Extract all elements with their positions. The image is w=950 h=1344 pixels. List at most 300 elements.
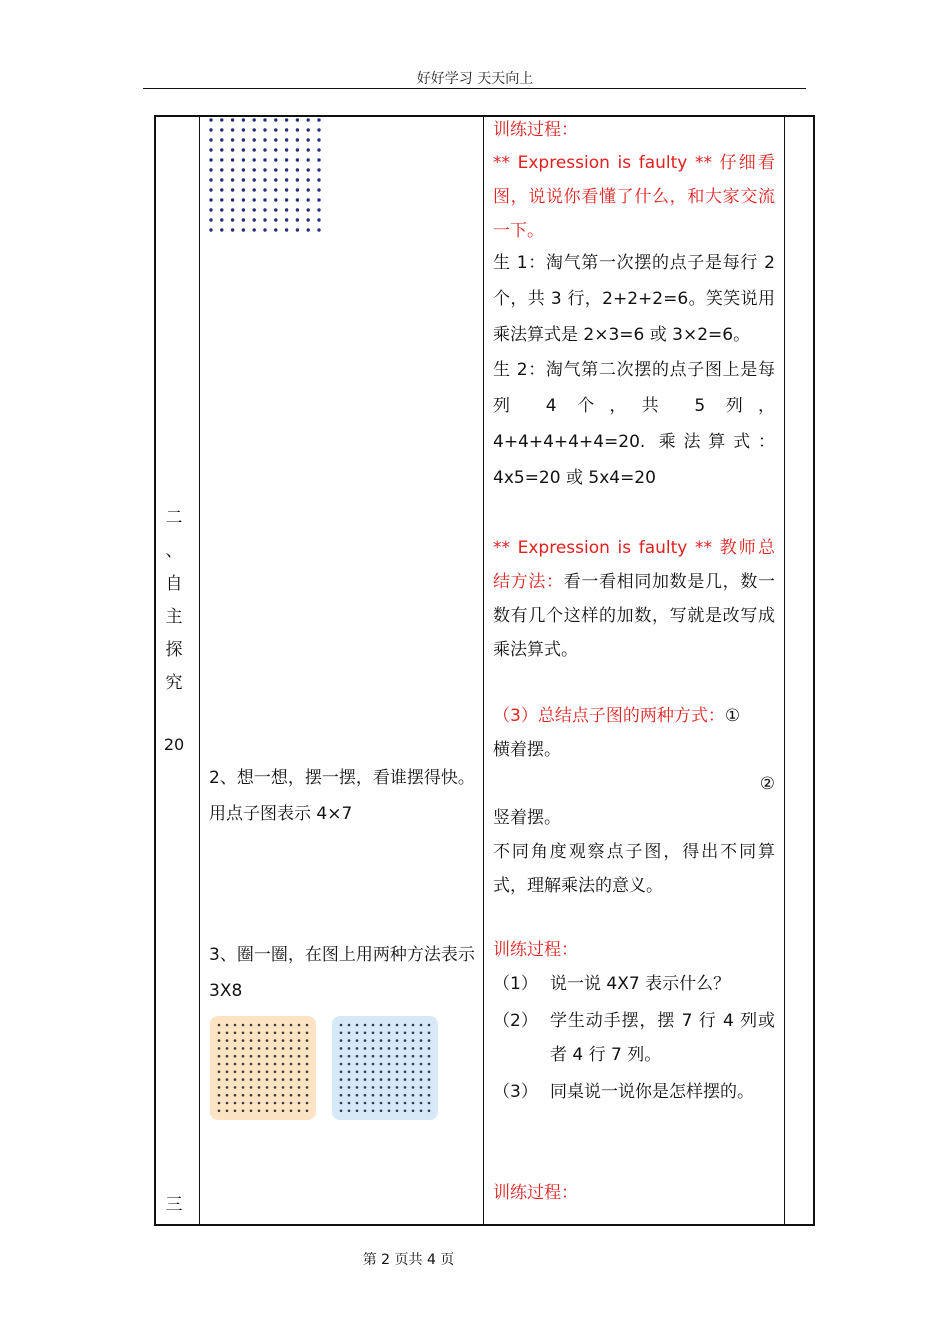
dot xyxy=(274,218,277,221)
step-text: 说一说 4X7 表示什么？ xyxy=(550,974,731,994)
dot xyxy=(296,228,299,231)
dot xyxy=(263,188,266,191)
dot xyxy=(282,1110,285,1113)
dot xyxy=(253,188,256,191)
dot xyxy=(242,1071,245,1074)
dot xyxy=(242,128,245,131)
dot xyxy=(242,218,245,221)
dot xyxy=(317,228,320,231)
dot xyxy=(364,1039,367,1042)
dot xyxy=(218,1055,221,1058)
dot xyxy=(317,168,320,171)
dot xyxy=(285,148,288,151)
dot xyxy=(396,1063,399,1066)
step-item-1 xyxy=(493,967,775,1001)
dot xyxy=(242,1110,245,1113)
dot xyxy=(348,1039,351,1042)
dot xyxy=(356,1078,359,1081)
dot xyxy=(364,1055,367,1058)
dot xyxy=(307,128,310,131)
dot xyxy=(404,1102,407,1105)
dot xyxy=(266,1039,269,1042)
dot xyxy=(250,1024,253,1027)
dot xyxy=(209,138,212,141)
dot xyxy=(404,1078,407,1081)
dot xyxy=(242,118,245,121)
dot xyxy=(274,158,277,161)
dot xyxy=(266,1078,269,1081)
dot xyxy=(290,1024,293,1027)
dot xyxy=(388,1032,391,1035)
observe-text: 不同角度观察点子图，得出不同算式，理解乘法的意义。 xyxy=(493,842,775,896)
dot xyxy=(253,148,256,151)
dot xyxy=(274,1086,277,1089)
dot xyxy=(263,158,266,161)
dot xyxy=(274,188,277,191)
dot xyxy=(253,128,256,131)
dot xyxy=(306,1055,309,1058)
dot xyxy=(340,1063,343,1066)
dot xyxy=(317,118,320,121)
dot xyxy=(298,1086,301,1089)
dot xyxy=(428,1047,431,1050)
dot xyxy=(253,138,256,141)
dot xyxy=(282,1024,285,1027)
dot xyxy=(340,1086,343,1089)
dot xyxy=(231,218,234,221)
dot xyxy=(274,1032,277,1035)
dot xyxy=(226,1094,229,1097)
dot xyxy=(274,1063,277,1066)
dot xyxy=(356,1039,359,1042)
dot xyxy=(285,198,288,201)
dot xyxy=(231,168,234,171)
dot xyxy=(396,1071,399,1074)
dot xyxy=(307,118,310,121)
dot xyxy=(282,1039,285,1042)
dot xyxy=(364,1110,367,1113)
dot xyxy=(218,1086,221,1089)
stage-char-5: 探 xyxy=(165,640,183,660)
dot xyxy=(307,158,310,161)
dot xyxy=(231,188,234,191)
dot xyxy=(372,1110,375,1113)
dot xyxy=(388,1039,391,1042)
dot xyxy=(412,1039,415,1042)
dot xyxy=(209,128,212,131)
dot xyxy=(340,1071,343,1074)
dot xyxy=(317,198,320,201)
dot xyxy=(306,1039,309,1042)
step-number: （3） xyxy=(493,1082,538,1102)
dot xyxy=(306,1071,309,1074)
dot xyxy=(412,1086,415,1089)
circle-one: ① xyxy=(724,706,741,726)
dot xyxy=(340,1094,343,1097)
dot xyxy=(285,218,288,221)
dot xyxy=(364,1094,367,1097)
dot xyxy=(428,1094,431,1097)
dot xyxy=(340,1024,343,1027)
dot xyxy=(282,1078,285,1081)
dot xyxy=(250,1094,253,1097)
dot xyxy=(296,138,299,141)
dot xyxy=(290,1039,293,1042)
dot xyxy=(348,1094,351,1097)
dot xyxy=(285,168,288,171)
step-text: 学生动手摆，摆 7 行 4 列或者 4 行 7 列。 xyxy=(550,1011,775,1065)
dot xyxy=(266,1055,269,1058)
dot xyxy=(296,208,299,211)
dot xyxy=(258,1055,261,1058)
dot xyxy=(356,1047,359,1050)
dot xyxy=(348,1110,351,1113)
dot xyxy=(282,1055,285,1058)
dot xyxy=(307,178,310,181)
dot xyxy=(263,148,266,151)
step-item-3 xyxy=(493,1075,775,1109)
dot xyxy=(388,1102,391,1105)
dot xyxy=(296,188,299,191)
dot xyxy=(420,1094,423,1097)
dot xyxy=(253,218,256,221)
dot xyxy=(242,1039,245,1042)
dot xyxy=(242,1047,245,1050)
dot xyxy=(274,198,277,201)
circle-two: ② xyxy=(759,774,775,794)
dot xyxy=(380,1102,383,1105)
dot xyxy=(306,1110,309,1113)
dot xyxy=(290,1047,293,1050)
page-header: 好好学习 天天向上 xyxy=(416,71,534,87)
dot xyxy=(218,1032,221,1035)
dot xyxy=(220,188,223,191)
training-title-2: 训练过程： xyxy=(493,940,578,960)
dot xyxy=(420,1039,423,1042)
dot xyxy=(404,1086,407,1089)
dot xyxy=(420,1055,423,1058)
dot xyxy=(404,1039,407,1042)
dot xyxy=(298,1063,301,1066)
dot xyxy=(364,1063,367,1066)
dot xyxy=(317,178,320,181)
student-2-answer: 生 2：淘气第二次摆的点子图上是每列 4 个，共 5 列，4+4+4+4+4=20. 乘法算式：4x5=20 或 5x4=20 xyxy=(493,360,775,488)
dot xyxy=(220,178,223,181)
dot xyxy=(274,118,277,121)
dot xyxy=(356,1086,359,1089)
dot xyxy=(231,128,234,131)
dot xyxy=(396,1102,399,1105)
dot xyxy=(231,118,234,121)
dot xyxy=(396,1078,399,1081)
dot xyxy=(388,1110,391,1113)
dot xyxy=(220,158,223,161)
dot xyxy=(306,1086,309,1089)
dot xyxy=(296,168,299,171)
dot xyxy=(234,1055,237,1058)
dot xyxy=(266,1086,269,1089)
dot xyxy=(404,1071,407,1074)
dot xyxy=(296,128,299,131)
dot xyxy=(220,148,223,151)
dot xyxy=(290,1032,293,1035)
dot xyxy=(420,1110,423,1113)
dot xyxy=(340,1047,343,1050)
dot xyxy=(388,1086,391,1089)
dot xyxy=(364,1024,367,1027)
dot xyxy=(380,1094,383,1097)
dot xyxy=(234,1078,237,1081)
dot xyxy=(356,1094,359,1097)
dot xyxy=(242,1094,245,1097)
dot xyxy=(274,128,277,131)
dot xyxy=(372,1086,375,1089)
step-item-2 xyxy=(493,1004,775,1072)
dot xyxy=(274,1055,277,1058)
dot xyxy=(274,168,277,171)
dot xyxy=(209,188,212,191)
dot xyxy=(274,1024,277,1027)
dot xyxy=(242,188,245,191)
dot xyxy=(226,1047,229,1050)
dot xyxy=(404,1024,407,1027)
dot xyxy=(234,1071,237,1074)
dot xyxy=(242,178,245,181)
dot xyxy=(274,1078,277,1081)
dot xyxy=(340,1039,343,1042)
dot xyxy=(220,208,223,211)
dot xyxy=(231,198,234,201)
dot xyxy=(282,1086,285,1089)
dot xyxy=(364,1071,367,1074)
dot xyxy=(242,148,245,151)
dot xyxy=(306,1063,309,1066)
dot xyxy=(242,228,245,231)
dot xyxy=(285,178,288,181)
dot xyxy=(266,1032,269,1035)
dot xyxy=(348,1102,351,1105)
dot xyxy=(220,218,223,221)
dot xyxy=(404,1094,407,1097)
dot xyxy=(234,1063,237,1066)
dot xyxy=(234,1094,237,1097)
dot xyxy=(307,188,310,191)
dot xyxy=(428,1063,431,1066)
dot xyxy=(218,1071,221,1074)
dot xyxy=(231,148,234,151)
orange-dot-card xyxy=(210,1016,316,1120)
dot xyxy=(356,1024,359,1027)
dot xyxy=(209,168,212,171)
column-divider-2 xyxy=(483,115,484,1226)
dot xyxy=(250,1086,253,1089)
dot xyxy=(231,208,234,211)
faulty-expression-2: ** Expression is faulty ** 教师总结方法： xyxy=(493,538,775,592)
dot xyxy=(380,1078,383,1081)
stage-minutes: 20 xyxy=(163,735,185,754)
dot xyxy=(226,1102,229,1105)
dot xyxy=(307,228,310,231)
dot xyxy=(290,1094,293,1097)
dot xyxy=(307,218,310,221)
dot xyxy=(396,1039,399,1042)
dot xyxy=(396,1055,399,1058)
dot xyxy=(226,1110,229,1113)
dot xyxy=(263,178,266,181)
dot xyxy=(231,228,234,231)
dot xyxy=(226,1086,229,1089)
dot xyxy=(242,1024,245,1027)
dot xyxy=(242,208,245,211)
dot xyxy=(428,1039,431,1042)
dot xyxy=(317,218,320,221)
dot xyxy=(396,1110,399,1113)
dot xyxy=(298,1094,301,1097)
dot xyxy=(372,1063,375,1066)
dot xyxy=(356,1071,359,1074)
dot xyxy=(428,1071,431,1074)
dot xyxy=(282,1047,285,1050)
dot xyxy=(372,1071,375,1074)
dot xyxy=(356,1055,359,1058)
dot xyxy=(306,1032,309,1035)
dot xyxy=(298,1071,301,1074)
dot xyxy=(306,1078,309,1081)
dot xyxy=(234,1032,237,1035)
task-3-text: 3、圈一圈，在图上用两种方法表示 3X8 xyxy=(209,945,475,1001)
dot xyxy=(263,138,266,141)
dot xyxy=(218,1102,221,1105)
dot xyxy=(348,1032,351,1035)
dot xyxy=(253,118,256,121)
dot xyxy=(282,1102,285,1105)
dot xyxy=(242,1032,245,1035)
dot xyxy=(220,228,223,231)
dot xyxy=(242,168,245,171)
steps-list xyxy=(493,967,775,1109)
dot xyxy=(364,1086,367,1089)
dot xyxy=(226,1078,229,1081)
dot xyxy=(388,1071,391,1074)
dot xyxy=(220,198,223,201)
dot xyxy=(258,1110,261,1113)
dot xyxy=(380,1032,383,1035)
dot xyxy=(250,1039,253,1042)
dot xyxy=(285,138,288,141)
teacher-summary-text: 看一看相同加数是几，数一数有几个这样的加数，写就是改写成乘法算式。 xyxy=(493,572,776,660)
dot xyxy=(412,1047,415,1050)
dot xyxy=(226,1039,229,1042)
dot xyxy=(412,1078,415,1081)
summary-methods xyxy=(493,699,775,733)
dot xyxy=(296,198,299,201)
dot xyxy=(242,1078,245,1081)
dot xyxy=(388,1094,391,1097)
dot xyxy=(317,138,320,141)
dot xyxy=(380,1024,383,1027)
dot xyxy=(296,148,299,151)
stage-char-3: 自 xyxy=(165,574,183,594)
dot xyxy=(420,1032,423,1035)
dot xyxy=(226,1063,229,1066)
dot xyxy=(250,1055,253,1058)
dot xyxy=(356,1102,359,1105)
dot xyxy=(372,1047,375,1050)
dot xyxy=(258,1094,261,1097)
dot xyxy=(388,1063,391,1066)
dot xyxy=(274,148,277,151)
dot xyxy=(263,168,266,171)
dot xyxy=(388,1055,391,1058)
dot xyxy=(263,208,266,211)
dot xyxy=(396,1047,399,1050)
dot xyxy=(234,1086,237,1089)
dot xyxy=(306,1094,309,1097)
dot xyxy=(263,118,266,121)
dot xyxy=(396,1032,399,1035)
stage-char-2: 、 xyxy=(165,541,183,561)
dot xyxy=(253,228,256,231)
dot xyxy=(290,1063,293,1066)
dot xyxy=(420,1047,423,1050)
dot xyxy=(231,178,234,181)
dot xyxy=(290,1086,293,1089)
dot xyxy=(253,198,256,201)
dot xyxy=(274,1039,277,1042)
dot xyxy=(250,1047,253,1050)
dot xyxy=(234,1039,237,1042)
dot xyxy=(218,1047,221,1050)
dot xyxy=(282,1063,285,1066)
dot xyxy=(274,178,277,181)
page-footer: 第 2 页共 4 页 xyxy=(362,1252,455,1268)
dot xyxy=(274,1047,277,1050)
dot xyxy=(296,218,299,221)
dot xyxy=(242,1055,245,1058)
dot xyxy=(220,138,223,141)
dot xyxy=(317,128,320,131)
dot xyxy=(274,1094,277,1097)
dot xyxy=(396,1024,399,1027)
dot xyxy=(263,218,266,221)
dot xyxy=(209,158,212,161)
dot xyxy=(253,208,256,211)
dot xyxy=(428,1078,431,1081)
dot xyxy=(388,1024,391,1027)
dot xyxy=(420,1071,423,1074)
dot xyxy=(253,168,256,171)
dot xyxy=(404,1032,407,1035)
dot xyxy=(266,1071,269,1074)
dot xyxy=(226,1032,229,1035)
dot xyxy=(285,118,288,121)
dot xyxy=(364,1047,367,1050)
dot xyxy=(348,1047,351,1050)
dot xyxy=(348,1071,351,1074)
stage-char-6: 究 xyxy=(165,673,183,693)
dot xyxy=(263,128,266,131)
dot xyxy=(404,1110,407,1113)
dot xyxy=(209,178,212,181)
dot xyxy=(218,1078,221,1081)
dot xyxy=(412,1094,415,1097)
dot xyxy=(231,158,234,161)
dot xyxy=(285,208,288,211)
dot xyxy=(242,1102,245,1105)
dot xyxy=(388,1047,391,1050)
dot xyxy=(340,1110,343,1113)
dot xyxy=(396,1086,399,1089)
